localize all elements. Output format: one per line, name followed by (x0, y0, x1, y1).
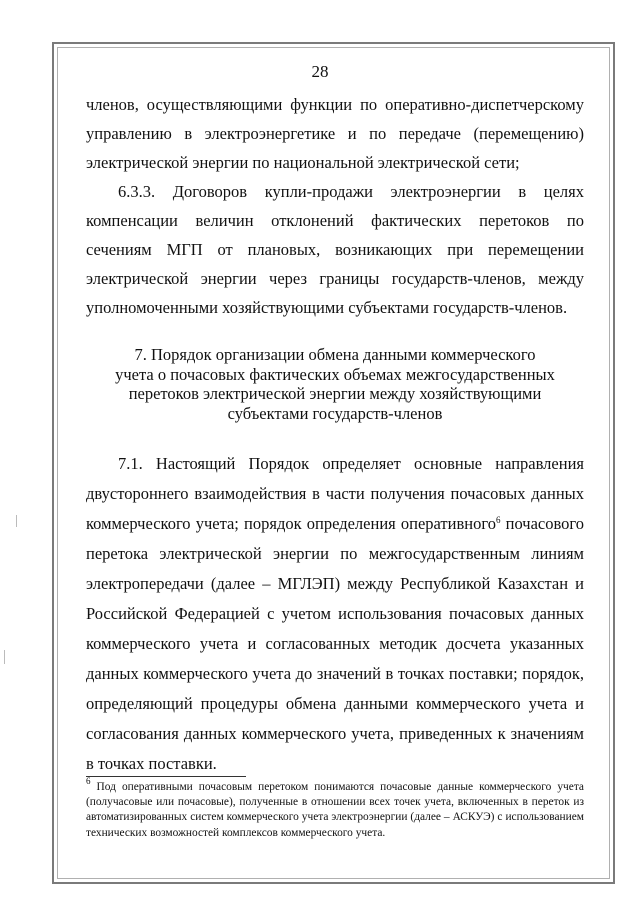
heading-line: 7. Порядок организации обмена данными коммерческого (134, 345, 536, 364)
paragraph-7-1 (86, 449, 584, 779)
paragraph-text-part: почасового перетока электрической энергии по межгосударственным линиям электропередачи (далее – МГЛЭП) между Республикой Казахстан и Российской Федерацией с учетом использования почасовых данных коммерческого учета и согласованных методик досчета указанных данных коммерческого учета до значений в точках поставки; порядок, определяющий процедуры обмена данными коммерческого учета и согласования данных коммерческого учета, приведенных к значениям в точках поставки. (86, 514, 585, 773)
paragraph-6-3-3 (86, 177, 584, 322)
heading-line: субъектами государств-членов (227, 403, 443, 423)
footnote-mark: 6 (86, 776, 91, 786)
margin-mark (16, 515, 17, 527)
paragraph-text: 6.3.3. Договоров купли-продажи электроэнергии в целях компенсации величин отклонений фактических перетоков по сечениям МГП от плановых, возникающих при перемещении электрической энергии через границы государств-членов, между уполномоченными хозяйствующими субъектами государств-членов. (86, 182, 584, 317)
paragraph-text-part: 7.1. Настоящий Порядок определяет основные направления двустороннего взаимодействия в части получения почасовых данных коммерческого учета; порядок определения оперативного (86, 454, 584, 533)
section-7-heading (110, 345, 560, 423)
page-number: 28 (311, 62, 329, 81)
footnote-reference[interactable]: 6 (495, 515, 501, 525)
footnote-text: Под оперативными почасовым перетоком понимаются почасовые данные коммерческого учета (получасовые или почасовые), полученные в отношении всех точек учета, включенных в переток из автоматизированных систем коммерческого учета электроэнергии (далее – АСКУЭ) с использованием технических возможностей комплексов коммерческого учета. (86, 781, 584, 839)
heading-line: перетоков электрической энергии между хозяйствующими (128, 384, 542, 403)
footnote-separator (86, 776, 246, 777)
paragraph-continuation (86, 90, 584, 177)
heading-line: учета о почасовых фактических объемах межгосударственных (115, 364, 555, 384)
footnote-6 (86, 776, 584, 841)
margin-mark (4, 650, 5, 664)
paragraph-text (86, 449, 584, 779)
paragraph-text: членов, осуществляющими функции по оперативно-диспетчерскому управлению в электроэнергетике и по передаче (перемещению) электрической энергии по национальной электрической сети; (86, 95, 584, 172)
